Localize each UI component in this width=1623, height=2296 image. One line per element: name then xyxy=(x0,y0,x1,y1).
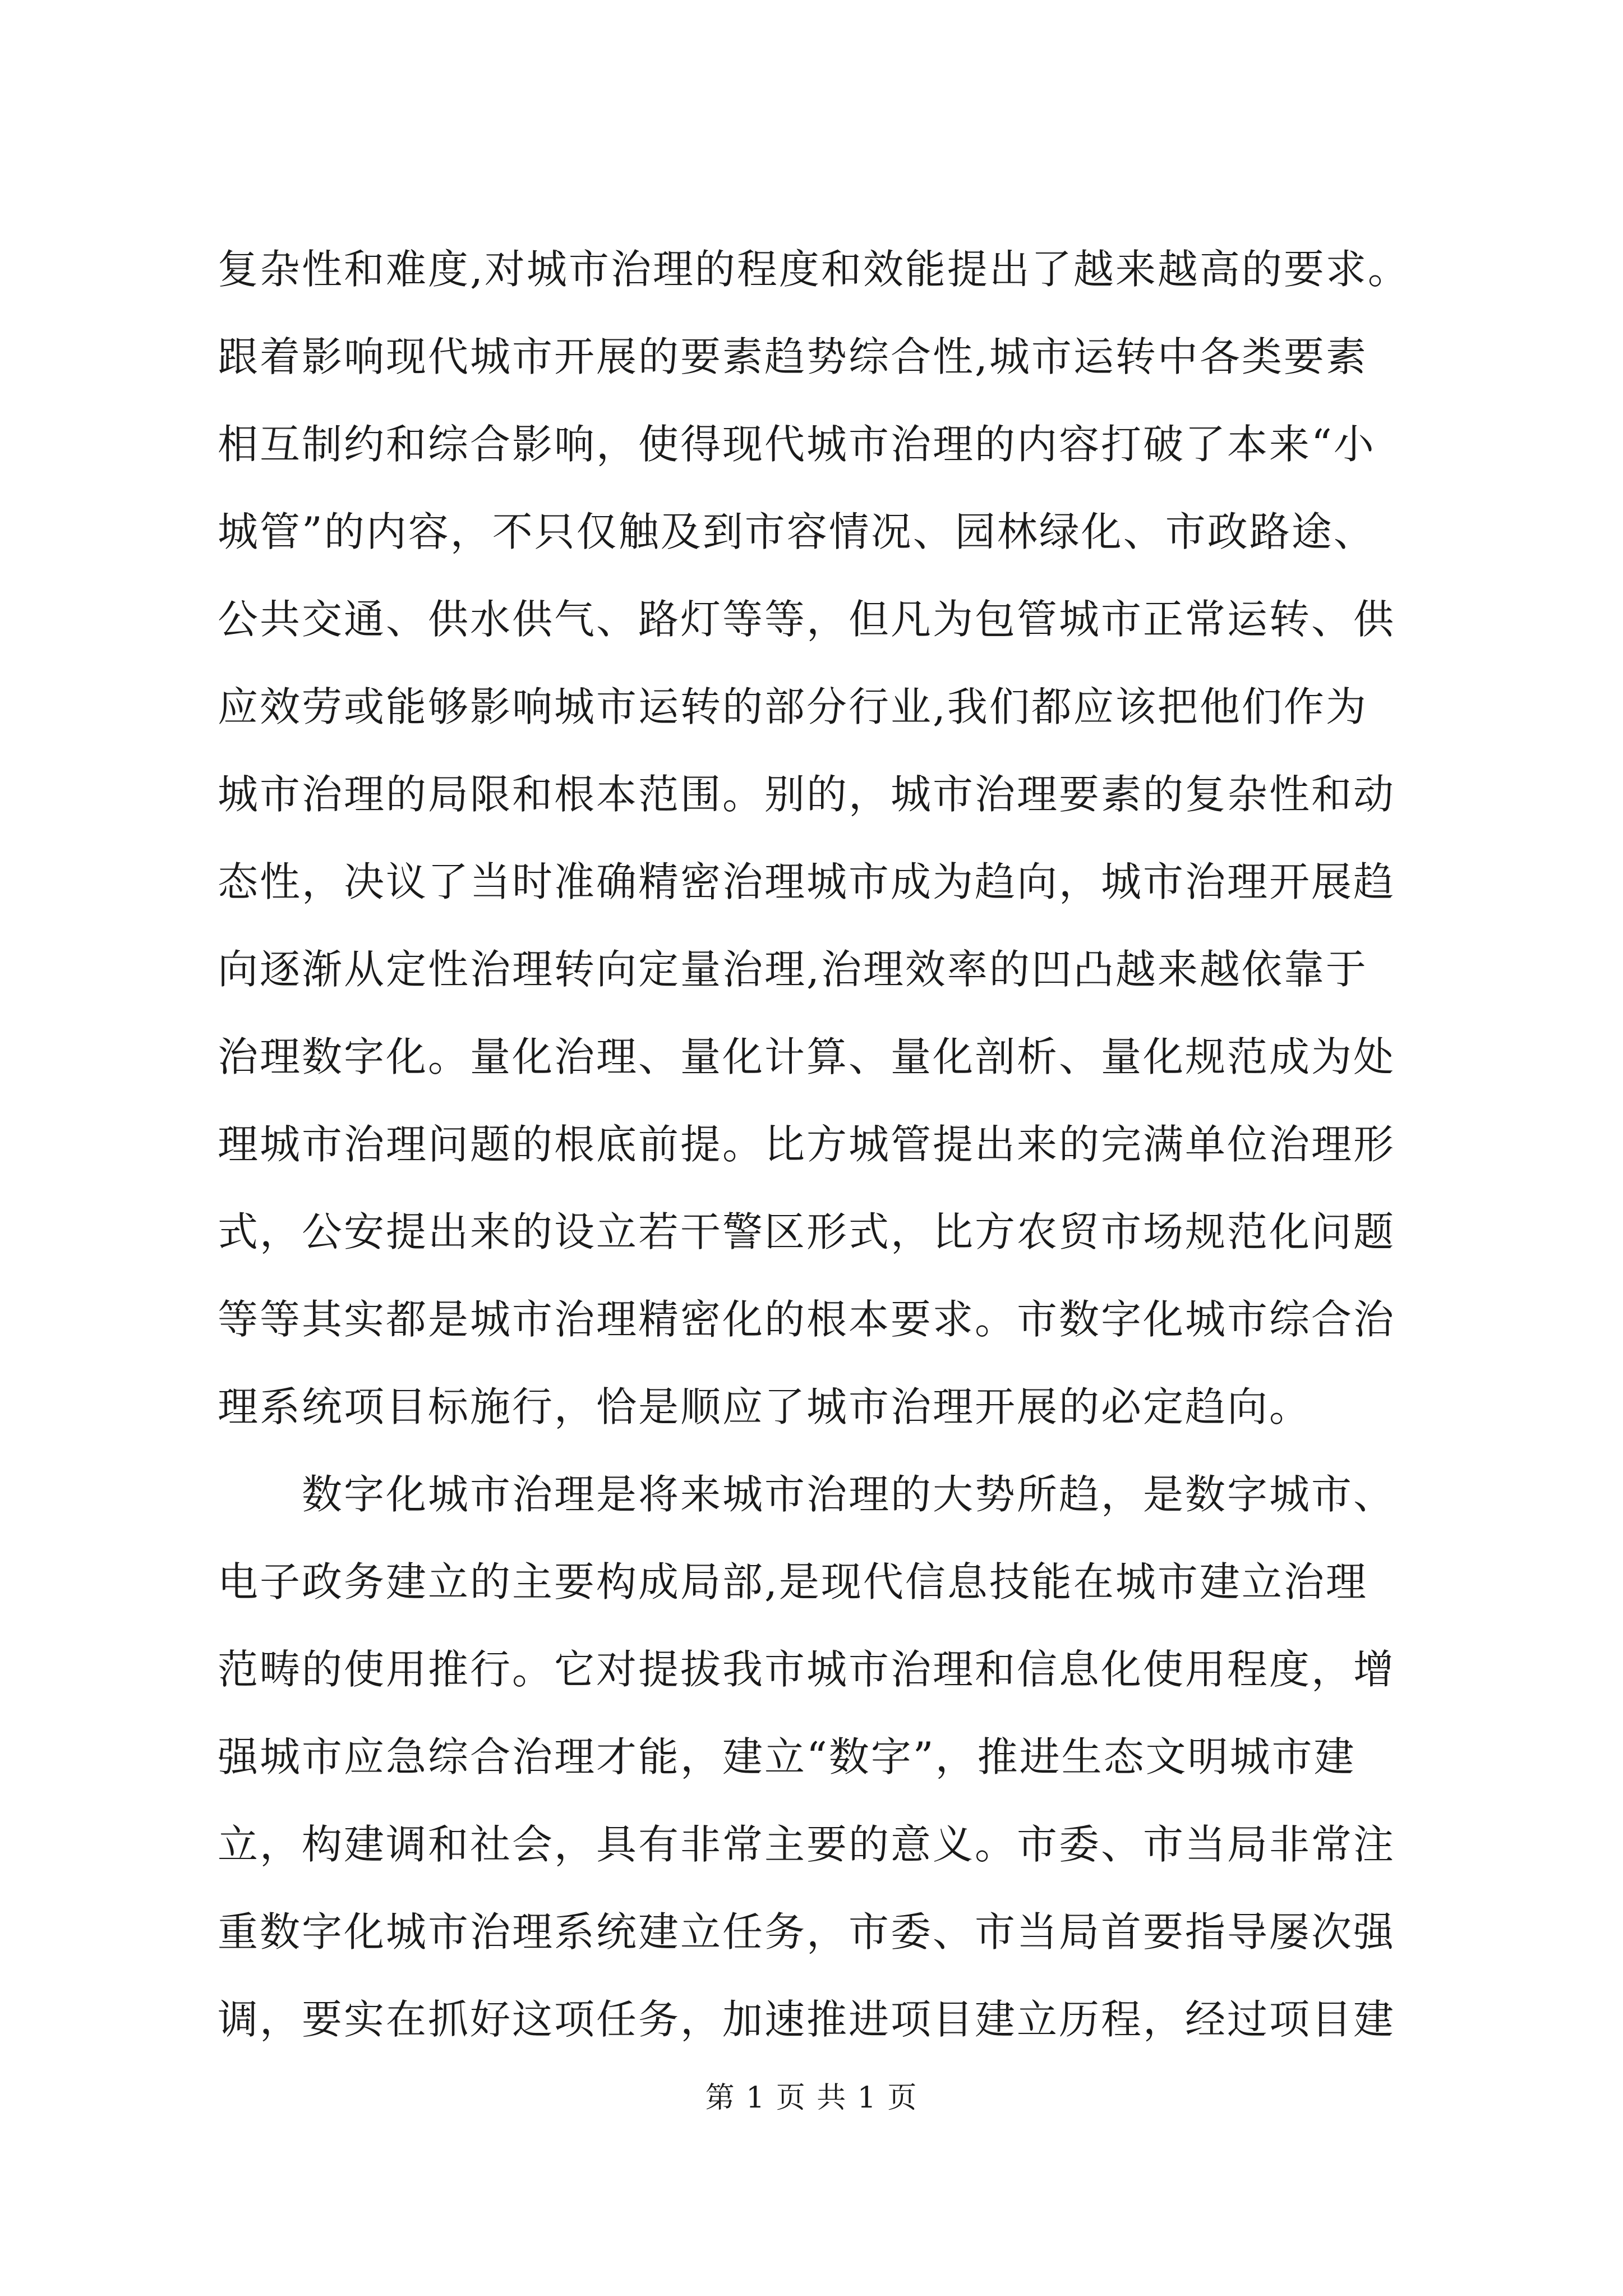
text-line: 应效劳或能够影响城市运转的部分行业,我们都应该把他们作为 xyxy=(218,683,1368,730)
text-line: 理系统项目标施行，恰是顺应了城市治理开展的必定趋向。 xyxy=(218,1383,1312,1430)
body-text xyxy=(218,226,1429,2063)
text-line: 公共交通、供水供气、路灯等等，但凡为包管城市正常运转、供 xyxy=(218,596,1396,643)
text-line: 范畴的使用推行。它对提拔我市城市治理和信息化使用程度，增 xyxy=(218,1646,1396,1693)
text-line: 式，公安提出来的设立若干警区形式，比方农贸市场规范化问题 xyxy=(218,1208,1396,1255)
text-line: 相互制约和综合影响，使得现代城市治理的内容打破了本来“小 xyxy=(218,421,1376,468)
text-line: 强城市应急综合治理才能，建立“数字”，推进生态文明城市建 xyxy=(218,1733,1356,1780)
text-line: 向逐渐从定性治理转向定量治理,治理效率的凹凸越来越依靠于 xyxy=(218,946,1368,993)
text-line: 调，要实在抓好这项任务，加速推进项目建立历程，经过项目建 xyxy=(218,1996,1396,2043)
text-line: 电子政务建立的主要构成局部,是现代信息技能在城市建立治理 xyxy=(218,1558,1368,1605)
text-line: 城管”的内容，不只仅触及到市容情况、园林绿化、市政路途、 xyxy=(218,508,1376,555)
text-line: 复杂性和难度,对城市治理的程度和效能提出了越来越高的要求。 xyxy=(218,246,1410,293)
text-line: 跟着影响现代城市开展的要素趋势综合性,城市运转中各类要素 xyxy=(218,333,1368,380)
text-line: 理城市治理问题的根底前提。比方城管提出来的完满单位治理形 xyxy=(218,1121,1396,1168)
text-line: 治理数字化。量化治理、量化计算、量化剖析、量化规范成为处 xyxy=(218,1033,1396,1080)
text-line: 重数字化城市治理系统建立任务，市委、市当局首要指导屡次强 xyxy=(218,1908,1396,1955)
paragraph-start-line: 数字化城市治理是将来城市治理的大势所趋，是数字城市、 xyxy=(302,1471,1396,1518)
text-line: 态性，决议了当时准确精密治理城市成为趋向，城市治理开展趋 xyxy=(218,858,1396,905)
text-line: 立，构建调和社会，具有非常主要的意义。市委、市当局非常注 xyxy=(218,1821,1396,1868)
page-number-footer: 第 1 页 共 1 页 xyxy=(705,2081,918,2115)
text-line: 等等其实都是城市治理精密化的根本要求。市数字化城市综合治 xyxy=(218,1296,1396,1343)
text-line: 城市治理的局限和根本范围。别的，城市治理要素的复杂性和动 xyxy=(218,771,1396,818)
